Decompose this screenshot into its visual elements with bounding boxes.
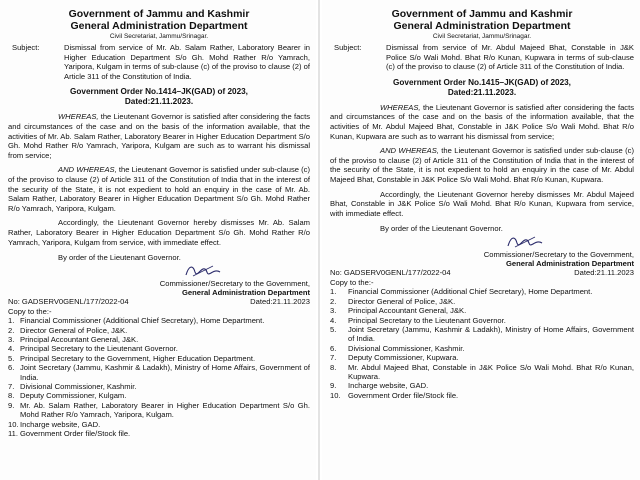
- copy-item-text: Government Order file/Stock file.: [348, 390, 459, 400]
- whereas-text: the Lieutenant Governor is satisfied after considering the facts and circumstances of the case and on the basis of the information available, that the activities of Mr. Ab. Salam Rather, Laboratory Bearer in Higher Education Department S/o Gh. Mohd Rather R/o Yamrach, Yaripora, Kulgam are such as to warrant his dismissal from service;: [8, 112, 310, 160]
- copy-item-number: 3.: [330, 306, 337, 316]
- copy-item-text: Joint Secretary (Jammu, Kashmir & Ladakh), Ministry of Home Affairs, Government of India.: [20, 363, 310, 382]
- handwritten-signature: [505, 234, 545, 250]
- copy-list-item: [8, 429, 310, 438]
- secretariat-address: Civil Secretariat, Jammu/Srinagar.: [109, 33, 209, 40]
- reference-date: Dated:21.11.2023: [250, 297, 310, 307]
- copy-item-number: 2.: [330, 296, 337, 306]
- copy-item-text: Mr. Abdul Majeed Bhat, Constable in J&K Police S/o Wali Mohd. Bhat R/o Kunan, Kupwara.: [348, 362, 634, 381]
- copy-item-text: Deputy Commissioner, Kulgam.: [20, 391, 127, 401]
- reference-number: No: GADSERV0GENL/177/2022-04: [330, 268, 451, 278]
- copy-item-text: Incharge website, GAD.: [348, 381, 429, 391]
- and-whereas-text: the Lieutenant Governor is satisfied under sub-clause (c) of the proviso to clause (2) of Article 311 of the Constitution of India that in the interest of the security of the State, it is not expedient to hold an enquiry in the case of Mr. Abdul Majeed Bhat, Constable in J&K Police S/o Wali Mohd. Bhat R/o Kunan, Kupwara.: [330, 146, 634, 184]
- subject-block: [8, 43, 310, 81]
- subject-block: [330, 43, 634, 72]
- department-title: General Administration Department: [70, 20, 248, 32]
- copy-list-item: [330, 391, 634, 400]
- copy-item-number: 11.: [8, 428, 18, 438]
- copy-list-item: [330, 287, 634, 296]
- handwritten-signature: [183, 263, 223, 279]
- copy-list-item: [8, 382, 310, 391]
- copy-item-text: Mr. Ab. Salam Rather, Laboratory Bearer in Higher Education Department S/o Gh. Mohd Rather R/o Yamrach, Yaripora, Kulgam.: [20, 400, 310, 420]
- and-whereas-text: the Lieutenant Governor is satisfied under sub-clause (c) of the proviso to clause (2) of Article 311 of the Constitution of India that in the interest of the security of the State, it is not expedient to hold an enquiry in the case of Mr. Ab. Salam Rather, Laboratory Bearer in Higher Education Department S/o Gh. Mohd Rather R/o Yamrach, Yaripora, Kulgam.: [8, 165, 310, 213]
- copy-item-text: Principal Secretary to the Lieutenant Governor.: [20, 344, 178, 354]
- copy-item-text: Director General of Police, J&K.: [20, 325, 128, 335]
- whereas-word: WHEREAS,: [380, 102, 421, 112]
- copy-list-item: [330, 297, 634, 306]
- copy-list-item: [8, 420, 310, 429]
- copy-item-text: Divisional Commissioner, Kashmir.: [20, 381, 137, 391]
- copy-item-number: 5.: [330, 324, 337, 334]
- and-whereas-paragraph: [330, 146, 634, 184]
- order-date: Dated:21.11.2023.: [124, 97, 194, 107]
- order-page-right: [322, 0, 640, 480]
- copy-item-number: 3.: [8, 334, 15, 344]
- copy-item-text: Financial Commissioner (Additional Chief Secretary), Home Department.: [348, 287, 593, 297]
- department-title: General Administration Department: [393, 20, 571, 32]
- signatory-title: Commissioner/Secretary to the Government,: [159, 278, 310, 288]
- copy-item-text: Financial Commissioner (Additional Chief Secretary), Home Department.: [20, 316, 265, 326]
- copy-item-number: 8.: [330, 362, 337, 372]
- copy-item-text: Principal Accountant General, J&K.: [20, 334, 139, 344]
- signature-area: [330, 236, 634, 250]
- by-order-line: By order of the Lieutenant Governor.: [58, 253, 181, 263]
- order-heading: [8, 87, 310, 107]
- copy-item-number: 6.: [330, 343, 337, 353]
- copy-list-item: [8, 344, 310, 353]
- govt-title: Government of Jammu and Kashmir: [391, 8, 573, 20]
- reference-line: [330, 268, 634, 278]
- copy-item-number: 9.: [8, 400, 15, 410]
- page-divider: [318, 0, 320, 480]
- by-order-line: By order of the Lieutenant Governor.: [380, 224, 503, 234]
- and-whereas-word: AND WHEREAS,: [380, 146, 439, 156]
- signature-area: [8, 265, 310, 279]
- subject-label: Subject:: [334, 43, 362, 52]
- copy-list-item: [8, 316, 310, 325]
- whereas-paragraph: [8, 112, 310, 160]
- letterhead: [330, 8, 634, 41]
- copy-list-item: [330, 353, 634, 362]
- and-whereas-word: AND WHEREAS,: [58, 165, 117, 175]
- signatory-block: [8, 279, 310, 297]
- copy-item-text: Joint Secretary (Jammu, Kashmir & Ladakh), Ministry of Home Affairs, Government of India.: [348, 324, 634, 344]
- copy-list-item: [330, 316, 634, 325]
- copy-item-number: 4.: [330, 315, 337, 325]
- accordingly-paragraph: Accordingly, the Lieutenant Governor hereby dismisses Mr. Ab. Salam Rather, Laboratory Bearer in Higher Education Department S/o Gh. Mohd Rather R/o Yamrach, Yaripora, Kulgam from service, with immediate effect.: [8, 218, 310, 247]
- copy-item-number: 4.: [8, 344, 15, 354]
- order-number: Government Order No.1414–JK(GAD) of 2023,: [70, 87, 248, 97]
- copy-to-label: Copy to the:-: [330, 277, 374, 287]
- secretariat-address: Civil Secretariat, Jammu/Srinagar.: [432, 33, 532, 40]
- copy-to-label: Copy to the:-: [8, 306, 52, 316]
- copy-item-number: 10.: [8, 419, 19, 429]
- signatory-department: General Administration Department: [506, 259, 634, 269]
- and-whereas-paragraph: [8, 165, 310, 213]
- subject-text: Dismissal from service of Mr. Ab. Salam Rather, Laboratory Bearer in Higher Education Department S/o Gh. Mohd Rather R/o Yamrach, Yaripora, Kulgam in terms of sub-clause (c) of the proviso to clause (2) of Article 311 of the Constitution of India.: [64, 43, 310, 81]
- whereas-text: the Lieutenant Governor is satisfied after considering the facts and circumstances of the case and on the basis of the information available, that the activities of Mr. Abdul Majeed Bhat, Constable in J&K Police S/o Wali Mohd. Bhat R/o Kunan, Kupwara are such as to warrant his dismissal from service;: [330, 102, 634, 141]
- copy-item-number: 7.: [330, 353, 337, 363]
- govt-title: Government of Jammu and Kashmir: [68, 8, 250, 20]
- copy-item-text: Director General of Police, J&K.: [348, 296, 456, 306]
- copy-item-number: 1.: [8, 316, 15, 326]
- copy-item-number: 5.: [8, 353, 15, 363]
- order-date: Dated:21.11.2023.: [447, 87, 517, 97]
- accordingly-paragraph: Accordingly, the Lieutenant Governor hereby dismisses Mr. Abdul Majeed Bhat, Constable in J&K Police S/o Wali Mohd. Bhat R/o Kunan, Kupwara from service, with immediate effect.: [330, 189, 634, 218]
- subject-label: Subject:: [12, 43, 40, 52]
- copy-item-text: Principal Secretary to the Government, Higher Education Department.: [20, 353, 256, 363]
- copy-item-number: 6.: [8, 363, 15, 373]
- copy-list-item: [330, 381, 634, 390]
- copy-list-item: [8, 326, 310, 335]
- copy-list-item: [330, 325, 634, 344]
- copy-item-text: Principal Secretary to the Lieutenant Governor.: [348, 315, 506, 325]
- copy-list: [330, 287, 634, 400]
- copy-item-text: Principal Accountant General, J&K.: [348, 306, 467, 316]
- copy-item-number: 10.: [330, 390, 341, 400]
- copy-item-number: 9.: [330, 381, 337, 391]
- whereas-word: WHEREAS,: [58, 112, 99, 122]
- copy-list-item: [8, 391, 310, 400]
- order-number: Government Order No.1415–JK(GAD) of 2023,: [393, 77, 571, 87]
- order-page-left: [0, 0, 316, 480]
- copy-list-item: [330, 344, 634, 353]
- copy-list-item: [8, 335, 310, 344]
- copy-item-number: 1.: [330, 287, 337, 297]
- copy-item-text: Incharge website, GAD.: [20, 419, 101, 429]
- copy-item-number: 8.: [8, 391, 15, 401]
- subject-text: Dismissal from service of Mr. Abdul Majeed Bhat, Constable in J&K Police S/o Wali Mohd. Bhat R/o Kunan, Kupwara in terms of sub-clause (c) of the proviso to clause (2) of Article 311 of the Constitution of India.: [386, 43, 634, 72]
- copy-list-item: [330, 363, 634, 382]
- whereas-paragraph: [330, 103, 634, 141]
- signatory-title: Commissioner/Secretary to the Government,: [483, 249, 634, 259]
- letterhead: [8, 8, 310, 41]
- copy-item-text: Government Order file/Stock file.: [20, 428, 131, 438]
- reference-line: [8, 297, 310, 307]
- copy-item-text: Deputy Commissioner, Kupwara.: [348, 353, 459, 363]
- reference-date: Dated:21.11.2023: [574, 268, 634, 278]
- copy-list-item: [8, 401, 310, 420]
- copy-list-item: [8, 363, 310, 382]
- copy-list-item: [8, 354, 310, 363]
- copy-list-item: [330, 306, 634, 315]
- copy-list: [8, 316, 310, 438]
- signatory-block: [330, 250, 634, 268]
- copy-item-number: 2.: [8, 325, 15, 335]
- copy-item-text: Divisional Commissioner, Kashmir.: [348, 343, 465, 353]
- order-heading: [330, 78, 634, 98]
- reference-number: No: GADSERV0GENL/177/2022-04: [8, 297, 129, 307]
- copy-item-number: 7.: [8, 381, 15, 391]
- signatory-department: General Administration Department: [182, 287, 310, 297]
